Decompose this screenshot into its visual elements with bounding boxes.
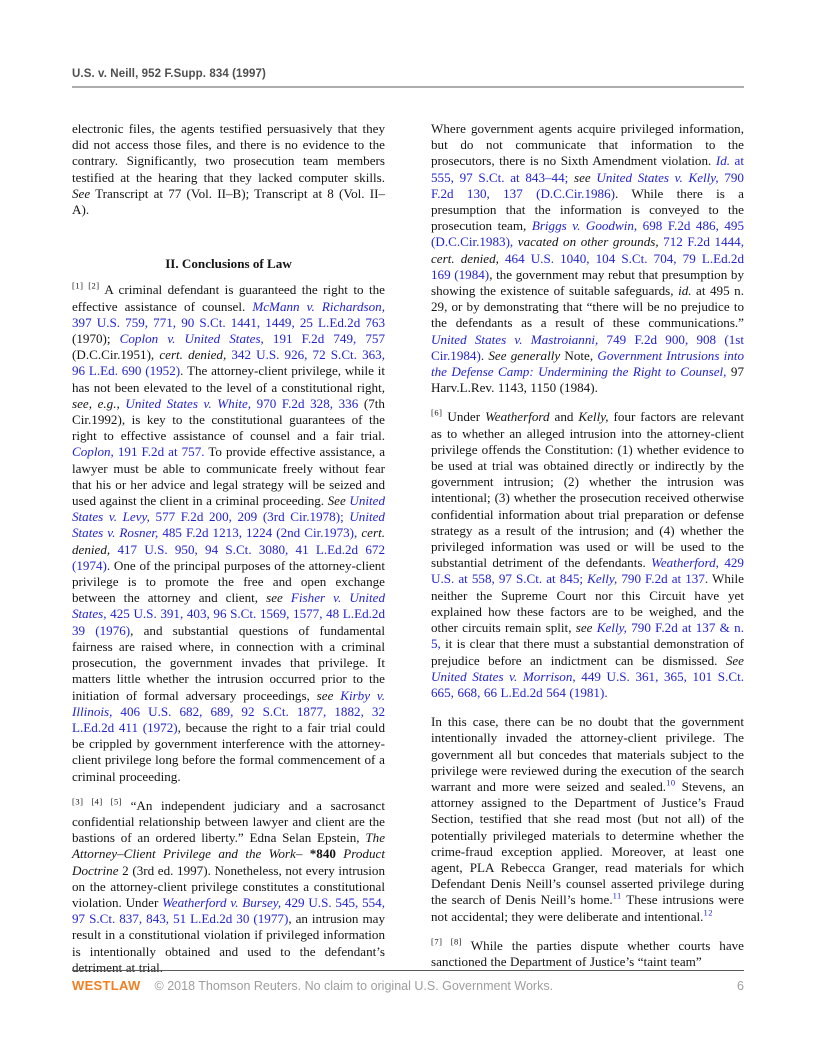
citation-link[interactable]: 191 F.2d at 757.	[113, 444, 205, 460]
text-run: cert. denied,	[72, 525, 385, 557]
citation-link[interactable]: 397 U.S. 759, 771, 90 S.Ct. 1441, 1449, 25 L.Ed.2d 763	[72, 314, 385, 330]
text-run: See generally	[488, 347, 561, 363]
footnote-link[interactable]: 12	[703, 907, 713, 918]
text-run: A criminal defendant is guaranteed the right to the effective assistance of counsel.	[72, 282, 385, 314]
text-run: electronic files, the agents testified persuasively that they did not access those files, and there is no evidence to the contrary. Significantly, two prosecution team members testified at the hearing that they lacked computer skills.	[72, 121, 385, 185]
citation-link[interactable]: United States v. Kelly,	[596, 169, 719, 185]
citation-link[interactable]: 970 F.2d 328, 336	[251, 395, 359, 411]
footer-divider	[72, 970, 744, 971]
header-divider	[72, 86, 744, 88]
citation-link[interactable]: 417 U.S. 950, 94 S.Ct. 3080, 41 L.Ed.2d 672 (1974)	[72, 541, 385, 573]
text-run: , because the right to a fair trial could be crippled by government interference with the attorney-client privilege long before the formal commencement of a criminal proceeding.	[72, 719, 385, 784]
citation-link[interactable]: Briggs v. Goodwin,	[531, 218, 638, 234]
citation-link[interactable]: 712 F.2d 1444,	[658, 234, 744, 250]
citation-link[interactable]: Weatherford v. Bursey,	[162, 894, 282, 910]
citation-link[interactable]: 790 F.2d at 137	[617, 571, 705, 587]
text-run: Transcript at 77 (Vol. II–B); Transcript at 8 (Vol. II–A).	[72, 185, 385, 218]
citation-link[interactable]: Coplon v. United States,	[119, 331, 264, 347]
text-run: (D.C.Cir.1951),	[72, 347, 160, 363]
footnote-link[interactable]: 11	[612, 890, 622, 901]
text-run: see	[266, 590, 283, 606]
text-run: . While neither the Supreme Court nor this Circuit have yet explained how these factors are to be weighed, and the other circuits remain split,	[431, 571, 744, 636]
text-run: four factors are relevant as to whether an alleged intrusion into the attorney-client privilege offends the Constitution: (1) whether evidence to be used at trial was obtained directly or indirectly by the government intrusion; (2) whether the intrusion was intentional; (3) whether the prosecution received otherwise confidential information about trial preparation or defense strategy as a result of the intrusion; and (4) whether the privileged information was used or will be used to the substantial detriment of the defendants.	[431, 409, 744, 571]
text-run: Weatherford	[485, 409, 550, 425]
left-column	[72, 121, 385, 989]
citation-link[interactable]: 429 U.S. 545, 554, 97 S.Ct. 837, 843, 51 L.Ed.2d 30 (1977)	[72, 894, 385, 927]
text-run: (1970);	[72, 331, 120, 347]
document-body	[72, 121, 744, 989]
text-run: In this case, there can be no doubt that the government intentionally invaded the attorney-client privilege. The government all but concedes that materials subject to the privilege were reviewed during the execution of the search warrant and more were seized and sealed.	[431, 714, 744, 794]
headnote-ref: [1] [2]	[72, 281, 100, 292]
text-run: Note,	[560, 347, 598, 363]
case-citation: U.S. v. Neill, 952 F.Supp. 834 (1997)	[72, 68, 266, 80]
text-run: , and substantial questions of fundamental fairness are raised where, in connection with a criminal prosecution, the government invades that privilege. It matters little whether the intrusion occurred prior to the initiation of formal adversary proceedings,	[72, 622, 385, 703]
text-run: 97 Harv.L.Rev. 1143, 1150 (1984).	[431, 364, 744, 396]
citation-link[interactable]: 449 U.S. 361, 365, 101 S.Ct. 665, 668, 66 L.Ed.2d 564 (1981).	[431, 668, 744, 700]
text-run: “An independent judiciary and a sacrosanct confidential relationship between lawyer and client are the bastions of an ordered liberty.” Edna Selan Epstein,	[72, 797, 385, 846]
paragraph	[431, 714, 744, 925]
citation-link[interactable]: 698 F.2d 486, 495 (D.C.Cir.1983),	[431, 218, 744, 250]
text-run: see, e.g.,	[72, 395, 120, 411]
text-run: cert. denied,	[431, 250, 499, 266]
text-run: , the government may rebut that presumption by showing the existence of suitable safeguards,	[431, 266, 744, 299]
citation-link[interactable]: Government Intrusions into the Defense Camp: Undermining the Right to Counsel,	[431, 347, 745, 380]
text-run	[302, 846, 309, 861]
citation-link[interactable]: Coplon,	[72, 444, 114, 460]
citation-link[interactable]: Kelly,	[587, 571, 618, 587]
text-run: While the parties dispute whether courts have sanctioned the Department of Justice’s “taint team”	[431, 937, 744, 969]
citation-link[interactable]: 191 F.2d 749, 757	[263, 331, 385, 347]
page-header	[72, 68, 744, 88]
text-run: Product Doctrine	[72, 846, 385, 878]
star-page-marker: *840	[309, 846, 336, 862]
copyright-text: © 2018 Thomson Reuters. No claim to original U.S. Government Works.	[154, 979, 554, 993]
citation-link[interactable]: 790 F.2d at 137 & n. 5,	[431, 620, 744, 652]
headnote-ref: [7] [8]	[431, 936, 463, 947]
citation-link[interactable]: Weatherford,	[651, 555, 719, 571]
text-run: 2 (3rd ed. 1997). Nonetheless, not every intrusion on the attorney-client privilege constitutes a constitutional violation. Under	[72, 862, 385, 910]
citation-link[interactable]: 406 U.S. 682, 689, 92 S.Ct. 1877, 1882, 32 L.Ed.2d 411 (1972)	[72, 703, 385, 735]
text-run: The Attorney–Client Privilege and the Work–	[72, 830, 385, 862]
text-run: cert. denied,	[159, 347, 227, 363]
paragraph	[431, 121, 744, 396]
citation-link[interactable]: 577 F.2d 200, 209 (3rd Cir.1978);	[149, 509, 344, 525]
citation-link[interactable]: 425 U.S. 391, 403, 96 S.Ct. 1569, 1577, 48 L.Ed.2d 39 (1976)	[72, 606, 385, 638]
citation-link[interactable]: 429 U.S. at 558, 97 S.Ct. at 845;	[431, 555, 744, 587]
text-run: , an intrusion may result in a constitutional violation if privileged information is intentionally obtained and used to the defendant’s detriment at trial.	[72, 911, 386, 975]
text-run: Under	[442, 409, 486, 425]
citation-link[interactable]: United States v. Morrison,	[431, 668, 576, 684]
text-run: See	[72, 185, 91, 201]
text-run: it is clear that there must a substantial demonstration of prejudice before an indictment can be dismissed.	[431, 636, 744, 668]
text-run: vacated on other grounds,	[517, 234, 659, 250]
right-column	[431, 121, 744, 989]
text-run: Where government agents acquire privileged information, but do not communicate that information to the prosecutors, there is no Sixth Amendment violation.	[431, 121, 744, 169]
text-run	[283, 590, 291, 605]
page-footer	[72, 978, 744, 993]
text-run: See	[725, 652, 744, 668]
text-run: see	[573, 169, 591, 185]
text-run: . While there is a presumption that the information is conveyed to the prosecution team,	[431, 185, 744, 234]
text-run: see	[575, 620, 593, 636]
paragraph	[431, 938, 744, 970]
text-run: Stevens, an attorney assigned to the Department of Justice’s Fraud Section, testified that she read most (but not all) of the potentially privileged materials to determine whether the crime-fraud exception applied. Moreover, at least one agent, PLA Rebecca Granger, read materials for which Defendant Denis Neill’s counsel asserted privilege during the search of Denis Neill’s home.	[431, 778, 744, 908]
citation-link[interactable]: 749 F.2d 900, 908 (1st Cir.1984)	[431, 331, 744, 363]
text-run: see	[316, 687, 334, 703]
paragraph	[72, 282, 385, 784]
text-run: See	[327, 493, 346, 509]
text-run: . The attorney-client privilege, while it has not been elevated to the level of a constitutional right,	[72, 363, 386, 395]
paragraph	[431, 409, 744, 701]
headnote-ref: [3] [4] [5]	[72, 796, 123, 807]
text-run: To provide effective assistance, a lawyer must be able to communicate freely without fear that his or her advice and legal strategy will be seized and used against the client in a criminal proceeding.	[72, 444, 386, 509]
citation-link[interactable]: 464 U.S. 1040, 104 S.Ct. 704, 79 L.Ed.2d 169 (1984)	[431, 250, 745, 282]
section-heading: II. Conclusions of Law	[165, 256, 292, 272]
citation-link[interactable]: at 555, 97 S.Ct. at 843–44;	[431, 153, 744, 185]
text-run: Kelly,	[578, 409, 609, 425]
page-number: 6	[737, 979, 744, 993]
paragraph	[72, 798, 385, 976]
citation-link[interactable]: Kelly,	[596, 620, 627, 636]
text-run: (7th Cir.1992), is key to the constitutional guarantees of the right to effective assistance of counsel and a fair trial.	[72, 395, 385, 444]
citation-link[interactable]: United States v. Mastroianni,	[431, 331, 599, 347]
text-run: . One of the principal purposes of the attorney-client privilege is to promote the free and open exchange between the attorney and client,	[72, 557, 385, 606]
text-run: at 495 n. 29, or by demonstrating that “there will be no prejudice to the defendants as a result of these communications.”	[431, 283, 744, 331]
citation-link[interactable]: Fisher v. United States,	[72, 590, 385, 622]
text-run: and	[549, 409, 579, 425]
citation-link[interactable]: United States v. Rosner,	[72, 509, 385, 541]
text-run: These intrusions were not accidental; they were deliberate and intentional.	[431, 892, 744, 924]
footnote-link[interactable]: 10	[666, 777, 676, 788]
citation-link[interactable]: United States v. White,	[125, 395, 252, 411]
text-run: .	[480, 347, 489, 363]
citation-link[interactable]: United States v. Levy,	[72, 493, 385, 525]
citation-link[interactable]: 342 U.S. 926, 72 S.Ct. 363, 96 L.Ed. 690 (1952)	[72, 347, 385, 379]
citation-link[interactable]: 790 F.2d 130, 137 (D.C.Cir.1986)	[431, 169, 744, 201]
text-run: id.	[678, 283, 692, 299]
citation-link[interactable]: 485 F.2d 1213, 1224 (2nd Cir.1973),	[158, 525, 358, 541]
paragraph	[72, 121, 385, 218]
citation-link[interactable]: Kirby v. Illinois,	[72, 687, 385, 719]
citation-link[interactable]: McMann v. Richardson,	[252, 298, 385, 314]
headnote-ref: [6]	[431, 408, 443, 419]
citation-link[interactable]: Id.	[715, 153, 731, 169]
westlaw-logo: WESTLAW	[72, 978, 141, 993]
